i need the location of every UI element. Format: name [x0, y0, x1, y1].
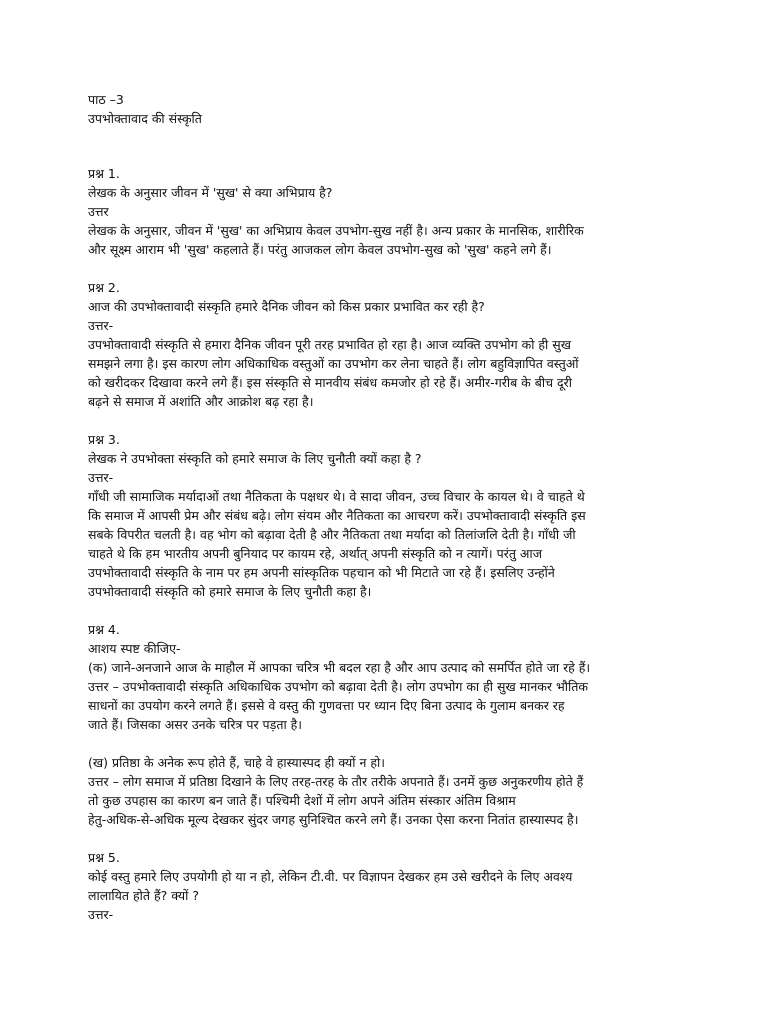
answer-text: समझने लगा है। इस कारण लोग अधिकाधिक वस्तुओं का उपभोग कर लेना चाहते हैं। लोग बहुविज्ञापित वस्तुओं: [88, 356, 579, 371]
part-ka-answer: साधनों का उपयोग करने लगते हैं। इससे वे वस्तु की गुणवत्ता पर ध्यान दिए बिना उत्पाद के गुलाम बनकर रह: [88, 698, 565, 713]
answer-label: उत्तर: [88, 204, 109, 219]
answer-text: को खरीदकर दिखावा करने लगे हैं। इस संस्कृति से मानवीय संबंध कमजोर हो रहे हैं। अमीर-गरीब के बीच दूरी: [88, 375, 573, 390]
answer-text: सबके विपरीत चलती है। वह भोग को बढ़ावा देती है और नैतिकता तथा मर्यादा को तिलांजलि देती है। गाँधी जी: [88, 527, 576, 542]
answer-text: गाँधी जी सामाजिक मर्यादाओं तथा नैतिकता के पक्षधर थे। वे सादा जीवन, उच्च विचार के कायल थे। वे चाहते थे: [88, 489, 585, 504]
part-kha-answer: तो कुछ उपहास का कारण बन जाते हैं। पश्चिमी देशों में लोग अपने अंतिम संस्कार अंतिम विश्राम: [88, 793, 516, 808]
chapter-title: उपभोक्तावाद की संस्कृति: [88, 111, 202, 126]
question-label: प्रश्न 5.: [88, 850, 120, 865]
question-label: प्रश्न 2.: [88, 280, 120, 295]
question-5: [88, 848, 698, 924]
question-3: [88, 430, 698, 601]
lesson-number: पाठ –3: [88, 92, 124, 107]
answer-text: कि समाज में आपसी प्रेम और संबंध बढ़े। लोग संयम और नैतिकता का आचरण करें। उपभोक्तावादी संस्कृति इस: [88, 508, 586, 523]
answer-label: उत्तर-: [88, 907, 114, 922]
question-label: प्रश्न 3.: [88, 432, 120, 447]
answer-text: चाहते थे कि हम भारतीय अपनी बुनियाद पर कायम रहे, अर्थात् अपनी संस्कृति को न त्यागें। परंतु आज: [88, 546, 542, 561]
question-text: लेखक ने उपभोक्ता संस्कृति को हमारे समाज के लिए चुनौती क्यों कहा है ?: [88, 451, 422, 466]
part-kha-answer: हेतु-अधिक-से-अधिक मूल्य देखकर सुंदर जगह सुनिश्चित करने लगे हैं। उनका ऐसा करना नितांत हास्यास्पद है।: [88, 812, 579, 827]
answer-text: लेखक के अनुसार, जीवन में 'सुख' का अभिप्राय केवल उपभोग-सुख नहीं है। अन्य प्रकार के मानसिक, शारीरिक: [88, 223, 584, 238]
question-text: आज की उपभोक्तावादी संस्कृति हमारे दैनिक जीवन को किस प्रकार प्रभावित कर रही है?: [88, 299, 485, 314]
part-ka-text: (क) जाने-अनजाने आज के माहौल में आपका चरित्र भी बदल रहा है और आप उत्पाद को समर्पित होते जा रहे हैं।: [88, 660, 591, 675]
part-ka-answer: जाते हैं। जिसका असर उनके चरित्र पर पड़ता है।: [88, 717, 303, 732]
question-label: प्रश्न 1.: [88, 166, 120, 181]
answer-label: उत्तर-: [88, 470, 114, 485]
answer-text: बढ़ने से समाज में अशांति और आक्रोश बढ़ रहा है।: [88, 394, 314, 409]
question-1: [88, 164, 698, 259]
question-4: [88, 620, 698, 829]
question-text: कोई वस्तु हमारे लिए उपयोगी हो या न हो, लेकिन टी.वी. पर विज्ञापन देखकर हम उसे खरीदने के लिए अवश्य: [88, 869, 573, 884]
answer-text: उपभोक्तावादी संस्कृति के नाम पर हम अपनी सांस्कृतिक पहचान को भी मिटाते जा रहे हैं। इसलिए उन्होंने: [88, 565, 555, 580]
answer-text: उपभोक्तावादी संस्कृति से हमारा दैनिक जीवन पूरी तरह प्रभावित हो रहा है। आज व्यक्ति उपभोग को ही सुख: [88, 337, 571, 352]
question-text: लालायित होते हैं? क्यों ?: [88, 888, 200, 903]
question-label: प्रश्न 4.: [88, 622, 120, 637]
answer-label: उत्तर-: [88, 318, 114, 333]
answer-text: और सूक्ष्म आराम भी 'सुख' कहलाते हैं। परंतु आजकल लोग केवल उपभोग-सुख को 'सुख' कहने लगे हैं।: [88, 242, 552, 257]
part-kha-answer: उत्तर – लोग समाज में प्रतिष्ठा दिखाने के लिए तरह-तरह के तौर तरीके अपनाते हैं। उनमें कुछ अनुकरणीय होते हैं: [88, 774, 584, 789]
answer-text: उपभोक्तावादी संस्कृति को हमारे समाज के लिए चुनौती कहा है।: [88, 584, 372, 599]
question-text: लेखक के अनुसार जीवन में 'सुख' से क्या अभिप्राय है?: [88, 185, 333, 200]
part-ka-answer: उत्तर – उपभोक्तावादी संस्कृति अधिकाधिक उपभोग को बढ़ावा देती है। लोग उपभोग का ही सुख मानकर भौतिक: [88, 679, 588, 694]
part-kha-text: (ख) प्रतिष्ठा के अनेक रूप होते हैं, चाहे वे हास्यास्पद ही क्यों न हो।: [88, 755, 386, 770]
question-2: [88, 278, 698, 411]
paragraph-gap: [88, 734, 698, 753]
question-text: आशय स्पष्ट कीजिए-: [88, 641, 181, 656]
document-header: [88, 90, 698, 128]
